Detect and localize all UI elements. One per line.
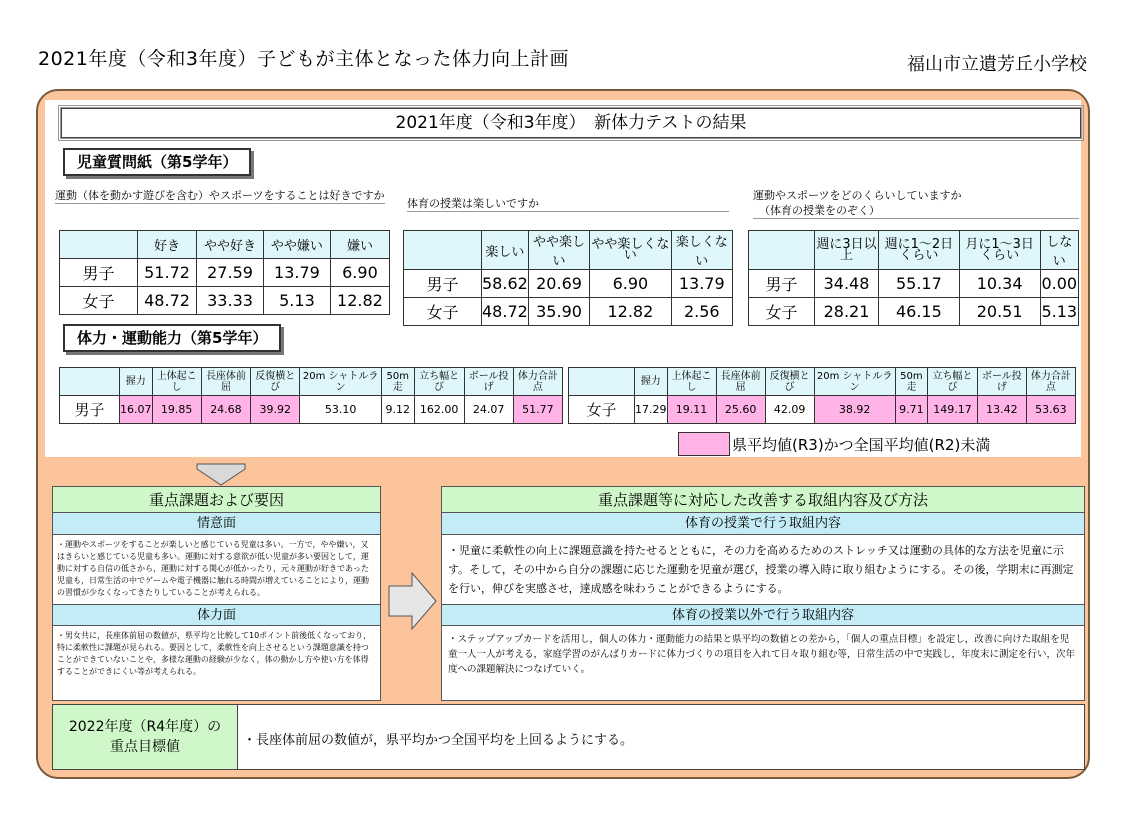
fitness-cell: 13.42 xyxy=(977,396,1026,424)
q2-col: やや楽しくない xyxy=(590,231,671,270)
fitness-cell: 16.07 xyxy=(120,396,153,424)
q1-table xyxy=(59,230,390,315)
row-name: 男子 xyxy=(60,396,120,424)
q1-cell: 5.13 xyxy=(263,287,330,315)
fitness-cell: 19.85 xyxy=(152,396,201,424)
q3-cell: 20.51 xyxy=(959,298,1040,326)
pe-title: 体育の授業で行う取組内容 xyxy=(442,513,1084,535)
affect-text: ・運動やスポーツをすることが楽しいと感じている児童は多い。一方で，やや嫌い，又はきらいと感じている児童も多い。運動に対する意欲が低い児童が多い要因として，運動に対する自信の低さから，運動に対する関心が低かったり，元々運動が好きであった児童も，日常生活の中でゲームや電子機器に触れる時間が増えていることにより，運動の習慣が少なくなってきたりしていることが考えられる。 xyxy=(57,540,369,597)
q1-cell: 27.59 xyxy=(197,259,264,287)
fitness-col: 体力合計点 xyxy=(1026,368,1075,396)
q1-col: 好き xyxy=(138,231,197,259)
row-name: 女子 xyxy=(60,287,138,315)
fitness-col: 長座体前屈 xyxy=(201,368,250,396)
down-arrow-icon xyxy=(195,463,247,487)
fitness-table-girls xyxy=(568,367,1076,424)
fitness-col: 長座体前屈 xyxy=(716,368,765,396)
fitness-cell: 9.12 xyxy=(381,396,414,424)
fitness-col: 50m走 xyxy=(381,368,414,396)
other-text: ・ステップアップカードを活用し，個人の体力・運動能力の結果と県平均の数値との差から，「個人の重点目標」を設定し，改善に向けた取組を児童一人一人が考える，家庭学習のがんばりカードに体力づくりの項目を入れて日々取り組む等，日常生活の中で実践し，年度末に測定を行い，次年度への課題解決につなげていく。 xyxy=(448,634,1076,675)
q2-cell: 35.90 xyxy=(528,298,589,326)
q2-cell: 58.62 xyxy=(482,270,529,298)
fitness-cell: 24.68 xyxy=(201,396,250,424)
goal-label-line1: 2022年度（R4年度）の xyxy=(68,719,222,735)
q2-question: 体育の授業は楽しいですか xyxy=(407,196,729,212)
legend xyxy=(678,432,990,456)
q1-cell: 51.72 xyxy=(138,259,197,287)
fitness-col: ボール投げ xyxy=(977,368,1026,396)
actions-title: 重点課題等に対応した改善する取組内容及び方法 xyxy=(442,487,1084,513)
row-name: 女子 xyxy=(569,396,635,424)
q1-cell: 33.33 xyxy=(197,287,264,315)
fitness-cell: 51.77 xyxy=(513,396,562,424)
q3-col: しない xyxy=(1040,231,1079,270)
fitness-cell: 19.11 xyxy=(667,396,716,424)
q3-col: 週に3日以上 xyxy=(815,231,879,270)
goal-label xyxy=(53,705,238,769)
q2-cell: 2.56 xyxy=(671,298,732,326)
q1-cell: 13.79 xyxy=(263,259,330,287)
fitness-col: 握力 xyxy=(635,368,668,396)
row-name: 男子 xyxy=(404,270,482,298)
fitness-col: 握力 xyxy=(120,368,153,396)
q2-cell: 20.69 xyxy=(528,270,589,298)
row-name: 女子 xyxy=(404,298,482,326)
q1-cell: 12.82 xyxy=(330,287,389,315)
fitness-col: 体力合計点 xyxy=(513,368,562,396)
fitness-col: 立ち幅とび xyxy=(414,368,464,396)
affect-title: 情意面 xyxy=(53,513,380,535)
fitness-cell: 42.09 xyxy=(765,396,814,424)
goal-label-line2: 重点目標値 xyxy=(110,739,180,755)
page-title: 2021年度（令和3年度）子どもが主体となった体力向上計画 xyxy=(38,48,569,70)
survey-heading: 児童質問紙（第5学年） xyxy=(63,148,251,176)
right-arrow-icon xyxy=(388,572,438,630)
q1-col: 嫌い xyxy=(330,231,389,259)
q3-cell: 5.13 xyxy=(1040,298,1079,326)
q3-cell: 46.15 xyxy=(879,298,960,326)
fitness-col: 反復横とび xyxy=(765,368,814,396)
fitness-col: 上体起こし xyxy=(152,368,201,396)
row-name: 女子 xyxy=(749,298,815,326)
fitness-col: ボール投げ xyxy=(464,368,513,396)
q2-table xyxy=(403,230,733,326)
fitness-cell: 38.92 xyxy=(814,396,895,424)
fitness-cell: 53.10 xyxy=(300,396,381,424)
fitness-table-boys xyxy=(59,367,563,424)
q3-cell: 55.17 xyxy=(879,270,960,298)
fitness-col: 反復横とび xyxy=(251,368,300,396)
fitness-col: 立ち幅とび xyxy=(928,368,978,396)
fitness-cell: 39.92 xyxy=(251,396,300,424)
goal-panel xyxy=(52,704,1085,770)
q2-col: 楽しくない xyxy=(671,231,732,270)
issues-title: 重点課題および要因 xyxy=(53,487,380,513)
fitness-col: 50m走 xyxy=(895,368,928,396)
q3-cell: 34.48 xyxy=(815,270,879,298)
q2-col: 楽しい xyxy=(482,231,529,270)
q2-cell: 12.82 xyxy=(590,298,671,326)
q1-col: やや嫌い xyxy=(263,231,330,259)
fitness-cell: 25.60 xyxy=(716,396,765,424)
goal-text: ・長座体前屈の数値が，県平均かつ全国平均を上回るようにする。 xyxy=(243,733,634,748)
fitness-cell: 9.71 xyxy=(895,396,928,424)
q1-cell: 48.72 xyxy=(138,287,197,315)
q2-col: やや楽しい xyxy=(528,231,589,270)
fitness-cell: 162.00 xyxy=(414,396,464,424)
q3-question-line1: 運動やスポーツをどのくらいしていますか xyxy=(753,189,962,202)
q2-cell: 48.72 xyxy=(482,298,529,326)
fitness-cell: 17.29 xyxy=(635,396,668,424)
fitness-col: 20m シャトルラン xyxy=(300,368,381,396)
row-name: 男子 xyxy=(749,270,815,298)
results-heading: 2021年度（令和3年度） 新体力テストの結果 xyxy=(61,108,1081,138)
school-name: 福山市立遺芳丘小学校 xyxy=(907,54,1087,75)
fitness-cell: 149.17 xyxy=(928,396,978,424)
legend-label: 県平均値(R3)かつ全国平均値(R2)未満 xyxy=(732,435,991,454)
fitness-cell: 24.07 xyxy=(464,396,513,424)
fitness-cell: 53.63 xyxy=(1026,396,1075,424)
q3-table xyxy=(748,230,1079,326)
q1-question: 運動（体を動かす遊びを含む）やスポーツをすることは好きですか xyxy=(55,189,385,202)
q2-cell: 6.90 xyxy=(590,270,671,298)
actions-panel xyxy=(441,486,1085,701)
physical-text: ・男女共に，長座体前屈の数値が，県平均と比較して10ポイント前後低くなっており，特に柔軟性に課題が見られる。要因として，柔軟性を向上させるという課題意識を持つことができていないことや，多様な運動の経験が少なく，体の動かし方や使い方を体得することができにくい等が考えられる。 xyxy=(57,631,372,676)
results-panel xyxy=(45,100,1081,457)
row-name: 男子 xyxy=(60,259,138,287)
q3-question-line2: （体育の授業をのぞく） xyxy=(759,204,880,217)
other-title: 体育の授業以外で行う取組内容 xyxy=(442,604,1084,626)
fitness-col: 20m シャトルラン xyxy=(814,368,895,396)
q3-col: 月に1～3日くらい xyxy=(959,231,1040,270)
pe-text: ・児童に柔軟性の向上に課題意識を持たせるとともに，その力を高めるためのストレッチ又は運動の具体的な方法を児童に示す。そして，その中から自分の課題に応じた運動を児童が選び，授業の導入時に取り組むようにする。その後，学期末に再測定を行い，伸びを実感させ，達成感を味わうことができるようにする。 xyxy=(448,544,1074,595)
q3-cell: 28.21 xyxy=(815,298,879,326)
issues-panel xyxy=(52,486,381,701)
legend-swatch xyxy=(678,432,730,456)
q3-cell: 0.00 xyxy=(1040,270,1079,298)
q2-cell: 13.79 xyxy=(671,270,732,298)
q1-cell: 6.90 xyxy=(330,259,389,287)
q3-question xyxy=(753,188,1079,219)
fitness-col: 上体起こし xyxy=(667,368,716,396)
q3-col: 週に1～2日くらい xyxy=(879,231,960,270)
fitness-heading: 体力・運動能力（第5学年） xyxy=(63,324,281,352)
physical-title: 体力面 xyxy=(53,604,380,626)
q3-cell: 10.34 xyxy=(959,270,1040,298)
q1-col: やや好き xyxy=(197,231,264,259)
